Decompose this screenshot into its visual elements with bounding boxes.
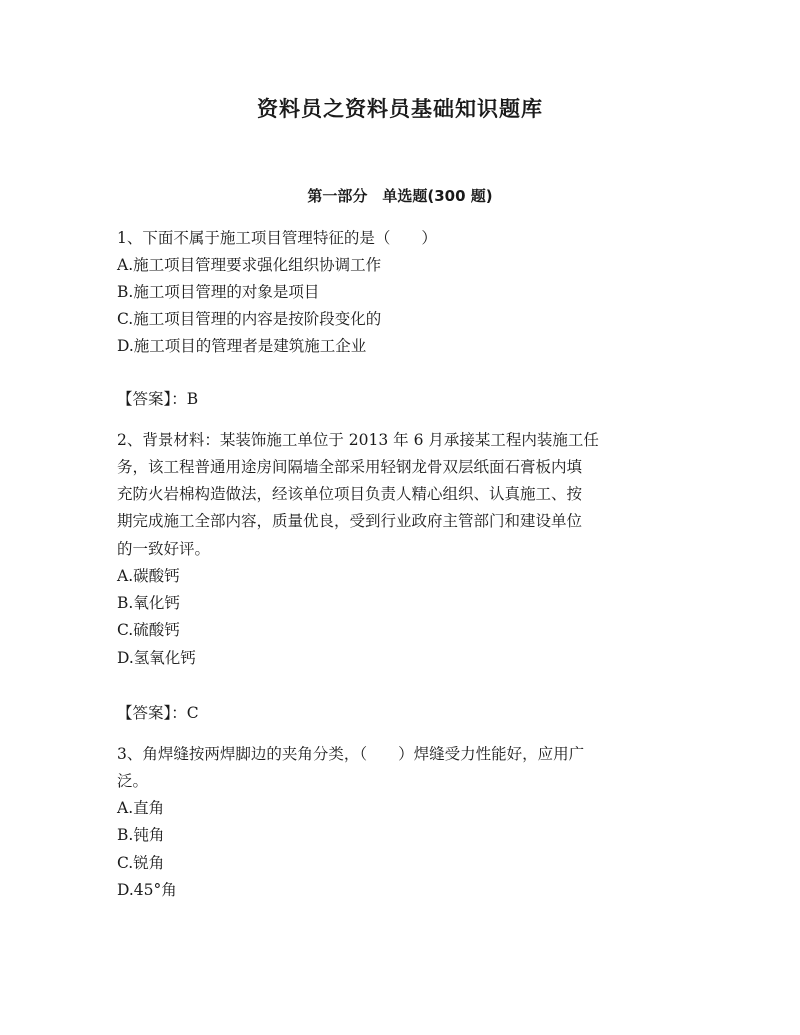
question-1-option-b: B.施工项目管理的对象是项目 <box>117 283 320 301</box>
question-2-option-b: B.氧化钙 <box>117 594 180 612</box>
question-1-option-c: C.施工项目管理的内容是按阶段变化的 <box>117 310 382 328</box>
question-3-option-d: D.45°角 <box>117 881 177 899</box>
question-3-option-a: A.直角 <box>117 799 165 817</box>
question-2-option-c: C.硫酸钙 <box>117 621 180 639</box>
question-3-option-b: B.钝角 <box>117 826 165 844</box>
section-title: 第一部分 单选题(300 题) <box>307 187 493 205</box>
question-1-option-d: D.施工项目的管理者是建筑施工企业 <box>117 337 367 355</box>
question-2-answer: 【答案】：C <box>117 704 199 722</box>
question-2-option-d: D.氢氧化钙 <box>117 649 196 667</box>
question-3-option-c: C.锐角 <box>117 854 165 872</box>
question-2-stem-line-5: 的一致好评。 <box>117 540 211 558</box>
question-2-stem-line-4: 期完成施工全部内容，质量优良，受到行业政府主管部门和建设单位 <box>117 512 583 530</box>
question-1-answer: 【答案】：B <box>117 390 199 408</box>
question-2-stem-line-1: 2、背景材料：某装饰施工单位于 2013 年 6 月承接某工程内装施工任 <box>117 431 599 449</box>
document-title: 资料员之资料员基础知识题库 <box>257 97 543 121</box>
question-3-stem-line-2: 泛。 <box>117 772 149 790</box>
question-1-stem: 1、下面不属于施工项目管理特征的是（ ） <box>117 229 437 247</box>
question-1-option-a: A.施工项目管理要求强化组织协调工作 <box>117 256 382 274</box>
question-2-stem-line-2: 务，该工程普通用途房间隔墙全部采用轻钢龙骨双层纸面石膏板内填 <box>117 458 583 476</box>
question-3-stem-line-1: 3、角焊缝按两焊脚边的夹角分类，（ ）焊缝受力性能好，应用广 <box>117 745 585 763</box>
question-2-option-a: A.碳酸钙 <box>117 567 180 585</box>
question-2-stem-line-3: 充防火岩棉构造做法，经该单位项目负责人精心组织、认真施工、按 <box>117 485 583 503</box>
